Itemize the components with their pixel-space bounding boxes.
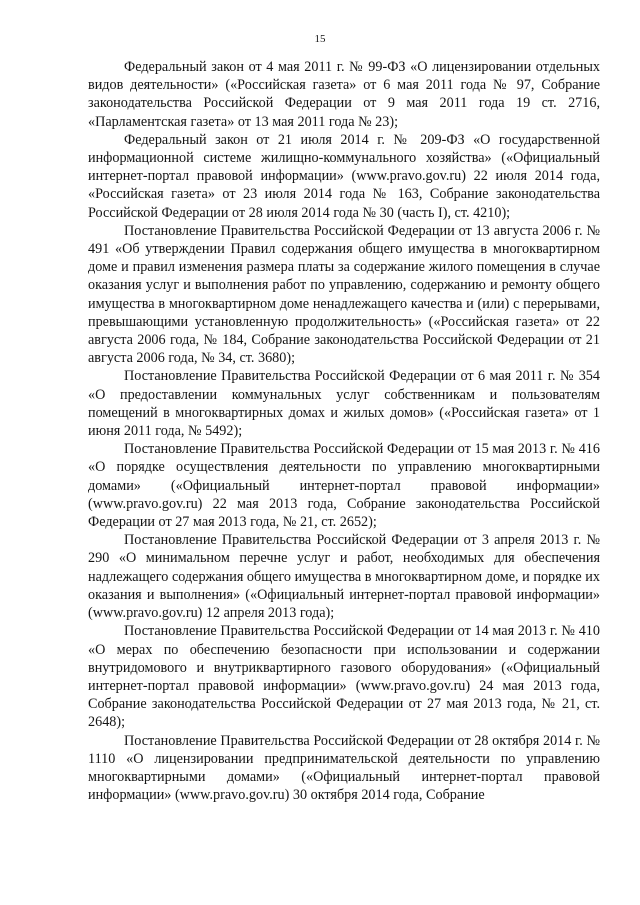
paragraph-decree-1110: Постановление Правительства Российской Федерации от 28 октября 2014 г. № 1110 «О лицензировании предпринимательской деятельности по управлению многоквартирными домами» («Официальный интернет-портал правовой информации» (www.pravo.gov.ru) 30 октября 2014 года, Собрание — [88, 732, 600, 804]
paragraph-decree-416: Постановление Правительства Российской Федерации от 15 мая 2013 г. № 416 «О порядке осуществления деятельности по управлению многоквартирными домами» («Официальный интернет-портал правовой информации» (www.pravo.gov.ru) 22 мая 2013 года, Собрание законодательства Российской Федерации от 27 мая 2013 года, № 21, ст. 2652); — [88, 441, 600, 531]
document-body — [88, 58, 600, 804]
paragraph-federal-law-209: Федеральный закон от 21 июля 2014 г. № 209-ФЗ «О государственной информационной системе жилищно-коммунального хозяйства» («Официальный интернет-портал правовой информации» (www.pravo.gov.ru) 22 июля 2014 года, «Российская газета» от 23 июля 2014 года № 163, Собрание законодательства Российской Федерации от 28 июля 2014 года № 30 (часть I), ст. 4210); — [88, 131, 600, 221]
paragraph-decree-410: Постановление Правительства Российской Федерации от 14 мая 2013 г. № 410 «О мерах по обеспечению безопасности при использовании и содержании внутридомового и внутриквартирного газового оборудования» («Официальный интернет-портал правовой информации» (www.pravo.gov.ru) 24 мая 2013 года, Собрание законодательства Российской Федерации от 27 мая 2013 года, № 21, ст. 2648); — [88, 623, 600, 731]
paragraph-decree-290: Постановление Правительства Российской Федерации от 3 апреля 2013 г. № 290 «О минимальном перечне услуг и работ, необходимых для обеспечения надлежащего содержания общего имущества в многоквартирном доме, и порядке их оказания и выполнения» («Официальный интернет-портал правовой информации» (www.pravo.gov.ru) 12 апреля 2013 года); — [88, 532, 600, 622]
paragraph-decree-354: Постановление Правительства Российской Федерации от 6 мая 2011 г. № 354 «О предоставлении коммунальных услуг собственникам и пользователям помещений в многоквартирных домах и жилых домов» («Российская газета» от 1 июня 2011 года, № 5492); — [88, 368, 600, 440]
paragraph-decree-491: Постановление Правительства Российской Федерации от 13 августа 2006 г. № 491 «Об утверждении Правил содержания общего имущества в многоквартирном доме и правил изменения размера платы за содержание жилого помещения в случае оказания услуг и выполнения работ по управлению, содержанию и ремонту общего имущества в многоквартирном доме ненадлежащего качества и (или) с перерывами, превышающими установленную продолжительность» («Российская газета» от 22 августа 2006 года, № 184, Собрание законодательства Российской Федерации от 21 августа 2006 года, № 34, ст. 3680); — [88, 222, 600, 367]
paragraph-federal-law-99: Федеральный закон от 4 мая 2011 г. № 99-ФЗ «О лицензировании отдельных видов деятельности» («Российская газета» от 6 мая 2011 года № 97, Собрание законодательства Российской Федерации от 9 мая 2011 года 19 ст. 2716, «Парламентская газета» от 13 мая 2011 года № 23); — [88, 59, 600, 130]
page-number: 15 — [314, 33, 326, 45]
